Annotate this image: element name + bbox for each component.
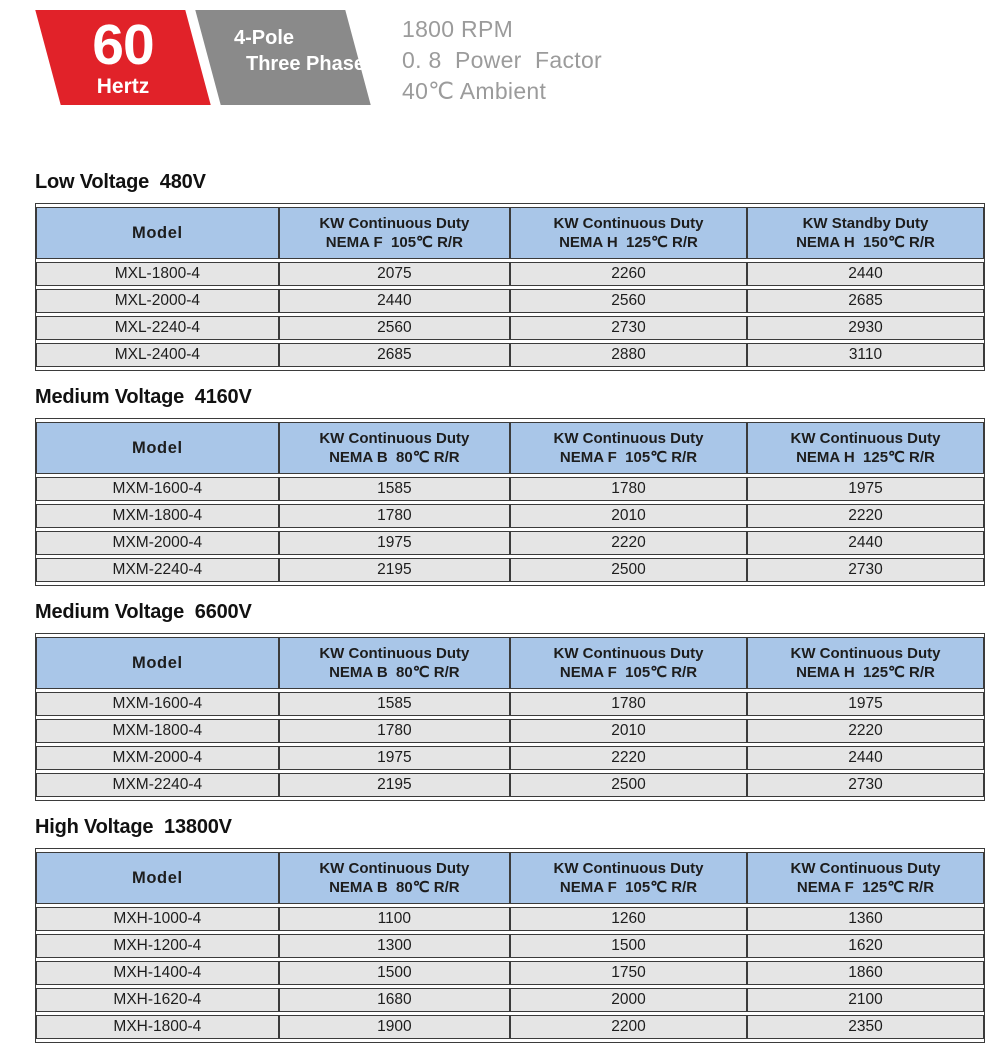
kw-rating-cell: 1975 <box>279 531 510 555</box>
frequency-badges <box>48 10 365 105</box>
table-row <box>36 692 984 716</box>
power-factor-spec: 0. 8 Power Factor <box>402 47 602 73</box>
section-title: Medium Voltage 4160V <box>35 386 252 408</box>
column-header-label: Model <box>132 868 183 887</box>
kw-rating-cell: 1260 <box>510 907 747 931</box>
kw-rating-cell: 1620 <box>747 934 984 958</box>
kw-rating-cell: 2220 <box>510 531 747 555</box>
table-row <box>36 477 984 501</box>
duty-column-header <box>510 207 747 259</box>
model-column-header <box>36 207 279 259</box>
spec-summary <box>402 14 602 107</box>
duty-column-header <box>510 637 747 689</box>
table-row <box>36 531 984 555</box>
kw-rating-cell: 1975 <box>279 746 510 770</box>
model-column-header <box>36 852 279 904</box>
kw-rating-cell: 1300 <box>279 934 510 958</box>
column-header-line: KW Continuous Duty <box>553 430 704 447</box>
kw-rating-cell: 1860 <box>747 961 984 985</box>
kw-rating-cell: 2730 <box>747 773 984 797</box>
model-cell: MXM-1800-4 <box>36 504 279 528</box>
kw-rating-cell: 2100 <box>747 988 984 1012</box>
kw-rating-cell: 2440 <box>747 531 984 555</box>
column-header-line: KW Continuous Duty <box>790 645 941 662</box>
voltage-section <box>35 601 985 801</box>
duty-column-header <box>510 422 747 474</box>
column-header-line: KW Continuous Duty <box>319 860 470 877</box>
column-header-line: NEMA B 80℃ R/R <box>329 449 460 466</box>
duty-column-header <box>747 207 984 259</box>
table-row <box>36 773 984 797</box>
model-cell: MXM-2240-4 <box>36 558 279 582</box>
column-header-line: NEMA F 105℃ R/R <box>559 449 698 466</box>
kw-rating-cell: 1750 <box>510 961 747 985</box>
column-header-line: KW Continuous Duty <box>790 430 941 447</box>
kw-rating-cell: 2500 <box>510 773 747 797</box>
voltage-section <box>35 171 985 371</box>
hertz-value: 60 <box>92 12 154 77</box>
hertz-badge <box>35 10 210 105</box>
kw-rating-cell: 2500 <box>510 558 747 582</box>
kw-rating-cell: 2685 <box>279 343 510 367</box>
kw-rating-cell: 2350 <box>747 1015 984 1039</box>
column-header-line: KW Continuous Duty <box>319 430 470 447</box>
model-cell: MXM-2240-4 <box>36 773 279 797</box>
model-cell: MXH-1620-4 <box>36 988 279 1012</box>
spec-table <box>35 418 985 586</box>
model-cell: MXL-2000-4 <box>36 289 279 313</box>
column-header-line: NEMA H 150℃ R/R <box>796 234 935 251</box>
kw-rating-cell: 2195 <box>279 773 510 797</box>
model-column-header <box>36 422 279 474</box>
column-header-label: Model <box>132 653 183 672</box>
column-header-line: NEMA F 105℃ R/R <box>325 234 463 251</box>
table-row <box>36 343 984 367</box>
table-row <box>36 746 984 770</box>
section-title: Low Voltage 480V <box>35 171 206 193</box>
column-header-line: KW Continuous Duty <box>553 645 704 662</box>
duty-column-header <box>510 852 747 904</box>
column-header-line: NEMA B 80℃ R/R <box>329 664 460 681</box>
rating-tables <box>35 171 985 1043</box>
header-row <box>36 207 984 259</box>
kw-rating-cell: 2260 <box>510 262 747 286</box>
model-cell: MXM-1600-4 <box>36 477 279 501</box>
model-cell: MXM-2000-4 <box>36 531 279 555</box>
model-cell: MXH-1000-4 <box>36 907 279 931</box>
kw-rating-cell: 1500 <box>510 934 747 958</box>
table-row <box>36 262 984 286</box>
rpm-spec: 1800 RPM <box>402 16 514 42</box>
kw-rating-cell: 2560 <box>510 289 747 313</box>
model-cell: MXH-1400-4 <box>36 961 279 985</box>
table-row <box>36 558 984 582</box>
column-header-line: NEMA F 125℃ R/R <box>796 879 935 896</box>
kw-rating-cell: 1780 <box>279 504 510 528</box>
kw-rating-cell: 2220 <box>510 746 747 770</box>
table-row <box>36 316 984 340</box>
model-cell: MXH-1800-4 <box>36 1015 279 1039</box>
column-header-line: NEMA F 105℃ R/R <box>559 664 698 681</box>
column-header-label: Model <box>132 223 183 242</box>
kw-rating-cell: 2220 <box>747 504 984 528</box>
model-cell: MXL-2240-4 <box>36 316 279 340</box>
table-row <box>36 1015 984 1039</box>
duty-column-header <box>747 422 984 474</box>
table-row <box>36 934 984 958</box>
table-row <box>36 289 984 313</box>
kw-rating-cell: 2880 <box>510 343 747 367</box>
column-header-line: KW Continuous Duty <box>319 645 470 662</box>
kw-rating-cell: 1975 <box>747 477 984 501</box>
column-header-line: KW Continuous Duty <box>319 215 470 232</box>
kw-rating-cell: 2440 <box>747 746 984 770</box>
header-row <box>36 852 984 904</box>
kw-rating-cell: 1900 <box>279 1015 510 1039</box>
kw-rating-cell: 2195 <box>279 558 510 582</box>
table-row <box>36 504 984 528</box>
column-header-line: NEMA H 125℃ R/R <box>796 664 935 681</box>
voltage-section <box>35 386 985 586</box>
voltage-section <box>35 816 985 1043</box>
kw-rating-cell: 1780 <box>510 692 747 716</box>
kw-rating-cell: 1975 <box>747 692 984 716</box>
kw-rating-cell: 2010 <box>510 719 747 743</box>
model-cell: MXH-1200-4 <box>36 934 279 958</box>
column-header-line: NEMA H 125℃ R/R <box>796 449 935 466</box>
hertz-label: Hertz <box>96 74 150 98</box>
kw-rating-cell: 1680 <box>279 988 510 1012</box>
model-cell: MXM-1800-4 <box>36 719 279 743</box>
kw-rating-cell: 1500 <box>279 961 510 985</box>
column-header-line: NEMA H 125℃ R/R <box>559 234 698 251</box>
kw-rating-cell: 1360 <box>747 907 984 931</box>
spec-table <box>35 633 985 801</box>
kw-rating-cell: 2200 <box>510 1015 747 1039</box>
header-row <box>36 422 984 474</box>
kw-rating-cell: 2075 <box>279 262 510 286</box>
page-header <box>48 10 1005 107</box>
kw-rating-cell: 2010 <box>510 504 747 528</box>
table-row <box>36 988 984 1012</box>
ambient-spec: 40℃ Ambient <box>402 78 547 104</box>
column-header-line: KW Continuous Duty <box>790 860 941 877</box>
section-title: Medium Voltage 6600V <box>35 601 252 623</box>
header-row <box>36 637 984 689</box>
kw-rating-cell: 1585 <box>279 477 510 501</box>
duty-column-header <box>279 207 510 259</box>
model-cell: MXL-1800-4 <box>36 262 279 286</box>
kw-rating-cell: 1780 <box>510 477 747 501</box>
kw-rating-cell: 2000 <box>510 988 747 1012</box>
phase-label: Three Phase <box>246 53 365 75</box>
kw-rating-cell: 1585 <box>279 692 510 716</box>
spec-table <box>35 203 985 371</box>
column-header-line: KW Standby Duty <box>802 215 929 232</box>
kw-rating-cell: 2440 <box>279 289 510 313</box>
model-column-header <box>36 637 279 689</box>
kw-rating-cell: 2730 <box>747 558 984 582</box>
pole-label: 4-Pole <box>234 27 295 49</box>
kw-rating-cell: 2440 <box>747 262 984 286</box>
pole-phase-badge <box>195 10 370 105</box>
kw-rating-cell: 3110 <box>747 343 984 367</box>
column-header-line: KW Continuous Duty <box>553 215 704 232</box>
kw-rating-cell: 2220 <box>747 719 984 743</box>
duty-column-header <box>279 422 510 474</box>
column-header-line: NEMA B 80℃ R/R <box>329 879 460 896</box>
section-title: High Voltage 13800V <box>35 816 232 838</box>
duty-column-header <box>279 852 510 904</box>
column-header-label: Model <box>132 438 183 457</box>
duty-column-header <box>279 637 510 689</box>
model-cell: MXM-1600-4 <box>36 692 279 716</box>
duty-column-header <box>747 852 984 904</box>
model-cell: MXL-2400-4 <box>36 343 279 367</box>
kw-rating-cell: 2685 <box>747 289 984 313</box>
table-row <box>36 719 984 743</box>
column-header-line: NEMA F 105℃ R/R <box>559 879 698 896</box>
column-header-line: KW Continuous Duty <box>553 860 704 877</box>
kw-rating-cell: 1780 <box>279 719 510 743</box>
kw-rating-cell: 2730 <box>510 316 747 340</box>
kw-rating-cell: 2560 <box>279 316 510 340</box>
kw-rating-cell: 2930 <box>747 316 984 340</box>
kw-rating-cell: 1100 <box>279 907 510 931</box>
table-row <box>36 961 984 985</box>
model-cell: MXM-2000-4 <box>36 746 279 770</box>
duty-column-header <box>747 637 984 689</box>
table-row <box>36 907 984 931</box>
